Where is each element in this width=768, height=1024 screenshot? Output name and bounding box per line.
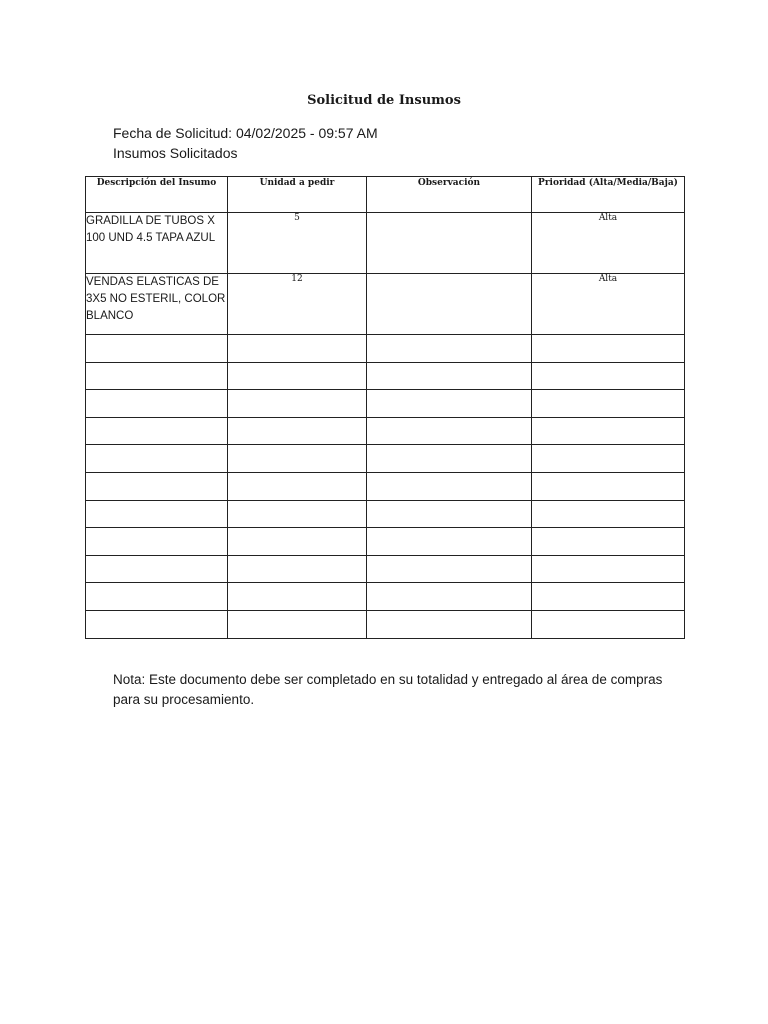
cell-units: 12: [228, 274, 367, 335]
cell-observation: [367, 500, 532, 528]
cell-observation: [367, 555, 532, 583]
cell-description: [86, 390, 228, 418]
header-observation: Observación: [367, 177, 532, 213]
cell-units: [228, 583, 367, 611]
cell-observation: [367, 274, 532, 335]
cell-units: [228, 335, 367, 363]
cell-priority: [532, 445, 685, 473]
supplies-subtitle: Insumos Solicitados: [113, 145, 238, 161]
empty-table-row: [86, 417, 685, 445]
cell-priority: Alta: [532, 213, 685, 274]
cell-priority: [532, 417, 685, 445]
cell-description: [86, 417, 228, 445]
cell-observation: [367, 528, 532, 556]
cell-description: [86, 362, 228, 390]
cell-priority: [532, 528, 685, 556]
empty-table-row: [86, 362, 685, 390]
cell-units: [228, 528, 367, 556]
cell-units: [228, 390, 367, 418]
cell-description: [86, 472, 228, 500]
cell-priority: Alta: [532, 274, 685, 335]
cell-observation: [367, 445, 532, 473]
cell-priority: [532, 610, 685, 638]
empty-table-row: [86, 500, 685, 528]
empty-table-row: [86, 472, 685, 500]
document-title: Solicitud de Insumos: [307, 93, 461, 108]
empty-table-row: [86, 445, 685, 473]
empty-table-row: [86, 390, 685, 418]
cell-units: [228, 500, 367, 528]
supplies-table: [85, 176, 685, 639]
cell-priority: [532, 390, 685, 418]
empty-table-row: [86, 335, 685, 363]
cell-priority: [532, 555, 685, 583]
cell-observation: [367, 610, 532, 638]
cell-priority: [532, 583, 685, 611]
cell-observation: [367, 362, 532, 390]
cell-description: [86, 500, 228, 528]
cell-description: [86, 555, 228, 583]
cell-description: [86, 610, 228, 638]
table-row: [86, 274, 685, 335]
cell-description: [86, 528, 228, 556]
cell-units: [228, 417, 367, 445]
empty-table-row: [86, 583, 685, 611]
cell-observation: [367, 335, 532, 363]
cell-priority: [532, 500, 685, 528]
cell-description: [86, 583, 228, 611]
cell-units: 5: [228, 213, 367, 274]
footer-note: Nota: Este documento debe ser completado en su totalidad y entregado al área de compras para su procesamiento.: [113, 672, 663, 707]
empty-table-row: [86, 555, 685, 583]
cell-units: [228, 555, 367, 583]
cell-observation: [367, 213, 532, 274]
cell-priority: [532, 472, 685, 500]
cell-description: VENDAS ELASTICAS DE 3X5 NO ESTERIL, COLOR BLANCO: [86, 274, 228, 335]
cell-observation: [367, 390, 532, 418]
table-header-row: [86, 177, 685, 213]
cell-units: [228, 472, 367, 500]
header-description: Descripción del Insumo: [86, 177, 228, 213]
cell-observation: [367, 417, 532, 445]
cell-description: [86, 445, 228, 473]
cell-units: [228, 362, 367, 390]
cell-priority: [532, 335, 685, 363]
cell-observation: [367, 472, 532, 500]
cell-priority: [532, 362, 685, 390]
cell-units: [228, 445, 367, 473]
header-units: Unidad a pedir: [228, 177, 367, 213]
cell-units: [228, 610, 367, 638]
cell-observation: [367, 583, 532, 611]
request-date: Fecha de Solicitud: 04/02/2025 - 09:57 AM: [113, 125, 378, 141]
cell-description: [86, 335, 228, 363]
cell-description: GRADILLA DE TUBOS X 100 UND 4.5 TAPA AZUL: [86, 213, 228, 274]
empty-table-row: [86, 528, 685, 556]
header-priority: Prioridad (Alta/Media/Baja): [532, 177, 685, 213]
empty-table-row: [86, 610, 685, 638]
table-row: [86, 213, 685, 274]
